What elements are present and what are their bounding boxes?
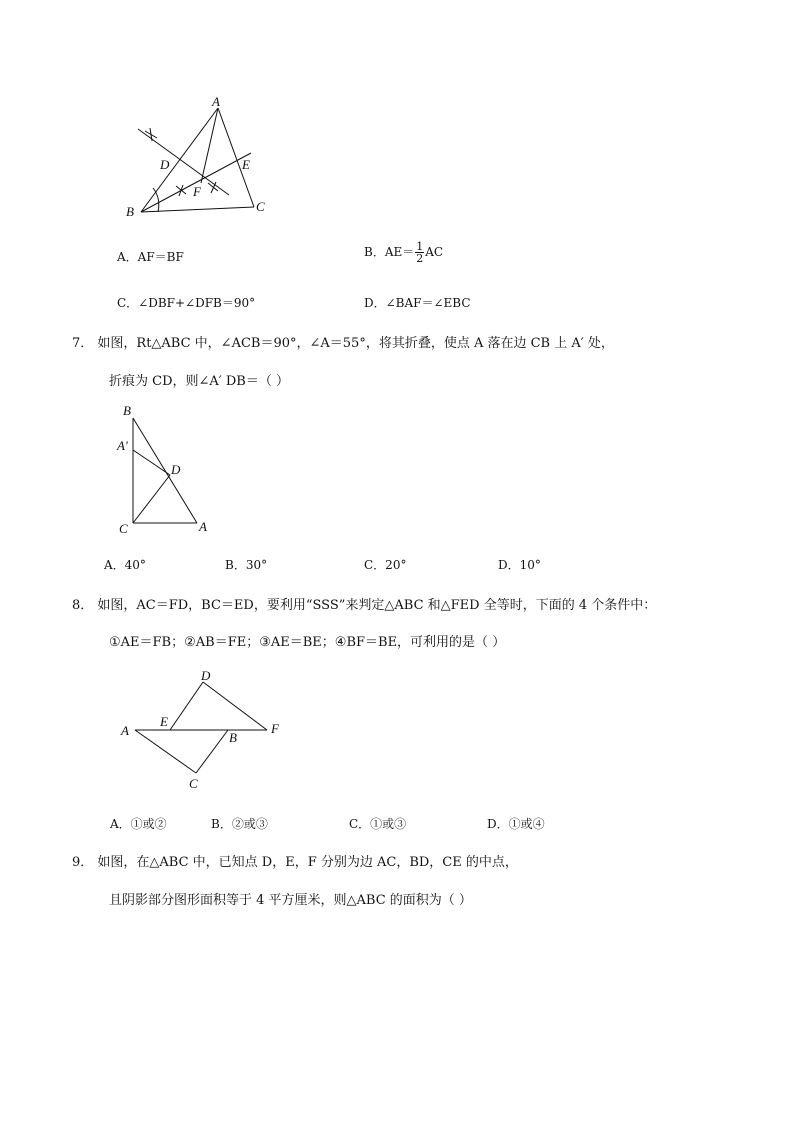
q7-option-c: C．20° (364, 558, 407, 572)
q6-option-b-prefix: B．AE＝ (364, 245, 415, 259)
q6-option-d: D．∠BAF＝∠EBC (364, 296, 471, 310)
q6-option-b-fraction (415, 241, 424, 264)
q8-label-c: C (189, 776, 198, 791)
q6-label-c: C (256, 199, 265, 214)
q7-stem-line2: 折痕为 CD，则∠A′ DB＝（ ） (109, 374, 289, 389)
q7-option-a: A．40° (104, 558, 146, 572)
q8-option-d: D．①或④ (487, 817, 545, 831)
q6-figure (120, 92, 280, 227)
q6-label-a: A (212, 94, 220, 109)
q8-label-e: E (160, 714, 168, 729)
q6-option-b (364, 241, 443, 264)
q8-label-b: B (229, 730, 237, 745)
q8-option-b: B．②或③ (211, 817, 268, 831)
q7-label-a: A (199, 519, 207, 534)
q8-figure (115, 664, 290, 794)
q8-label-a: A (121, 723, 129, 738)
q6-label-e: E (242, 157, 250, 172)
q7-label-b: B (123, 403, 131, 418)
q6-label-b: B (126, 204, 134, 219)
q8-option-c: C．①或③ (349, 817, 407, 831)
q8-stem-line1: 8． 如图，AC＝FD，BC＝ED，要利用“SSS”来判定△ABC 和△FED 全等时，下面的 4 个条件中： (72, 598, 657, 613)
q6-option-b-denominator: 2 (416, 252, 424, 265)
q7-label-a-prime: A′ (117, 438, 128, 453)
q9-stem-line2: 且阴影部分图形面积等于 4 平方厘米，则△ABC 的面积为（ ） (109, 893, 472, 908)
q7-option-d: D．10° (498, 558, 541, 572)
q8-option-a: A．①或② (110, 817, 167, 831)
q6-option-b-numerator: 1 (416, 240, 424, 253)
q6-option-a: A．AF＝BF (117, 250, 184, 264)
q8-label-f: F (271, 721, 279, 736)
q7-label-d: D (171, 462, 181, 477)
q6-option-c: C．∠DBF+∠DFB＝90° (117, 296, 256, 310)
q8-label-d: D (201, 668, 211, 683)
q9-stem-line1: 9． 如图，在△ABC 中，已知点 D，E，F 分别为边 AC，BD，CE 的中点， (72, 855, 518, 870)
q7-figure (110, 400, 220, 538)
q7-stem-line1: 7． 如图，Rt△ABC 中，∠ACB＝90°，∠A＝55°，将其折叠，使点 A 落在边 CB 上 A′ 处， (72, 336, 614, 351)
q8-stem-line2: ①AE＝FB；②AB＝FE；③AE＝BE；④BF＝BE，可利用的是（ ） (109, 635, 506, 650)
q7-label-c: C (119, 521, 128, 536)
q6-label-f: F (193, 184, 201, 199)
q6-label-d: D (160, 157, 170, 172)
q6-option-b-suffix: AC (425, 245, 444, 259)
q7-option-b: B．30° (225, 558, 268, 572)
